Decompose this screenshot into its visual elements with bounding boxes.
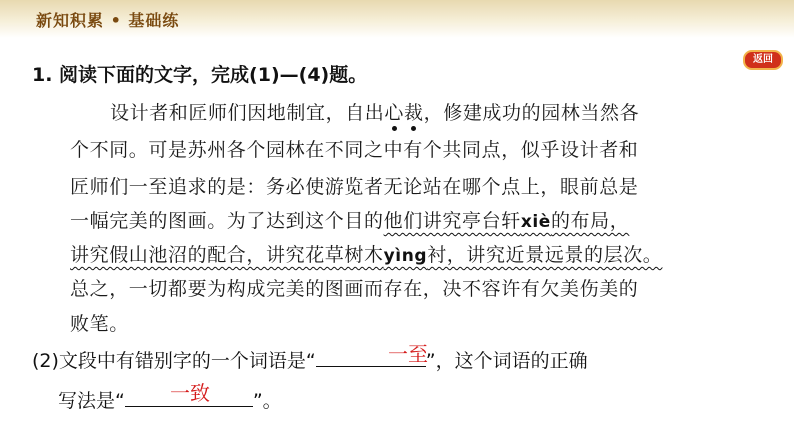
back-button[interactable]: 返回 xyxy=(743,50,783,70)
header-title: 新知积累 • 基础练 xyxy=(36,11,180,30)
passage-line-2: 个不同。可是苏州各个园林在不同之中有个共同点，似乎设计者和 xyxy=(70,139,639,161)
passage-line-3: 匠师们一至追求的是：务必使游览者无论站在哪个点上，眼前总是 xyxy=(70,176,639,198)
emphasis-char: 心 xyxy=(384,102,405,124)
sub-question-line-2: 写法是“ ”。 xyxy=(58,386,282,413)
passage-line-1: 设计者和匠师们因地制宜，自出心裁，修建成功的园林当然各 xyxy=(110,102,640,124)
answer-text-1: 一至 xyxy=(388,342,428,366)
pinyin-annotation: yìng xyxy=(383,246,428,266)
answer-text-2: 一致 xyxy=(170,381,210,405)
passage-line-7: 败笔。 xyxy=(70,313,129,335)
wavy-underline-text: 他们讲究亭台轩xiè的布局， xyxy=(383,210,630,232)
passage-line-6: 总之，一切都要为构成完美的图画而存在，决不容许有欠美伤美的 xyxy=(70,278,639,300)
passage-line-5 xyxy=(70,240,662,267)
emphasis-char: 裁 xyxy=(404,102,424,124)
pinyin-annotation: xiè xyxy=(520,212,551,232)
sub-question-line-1: (2)文段中有错别字的一个词语是“ ”，这个词语的正确 xyxy=(32,346,588,373)
wavy-underline-text: 讲究假山池沼的配合，讲究花草树木yìng衬，讲究近景远景的层次。 xyxy=(70,244,663,266)
question-stem: 1. 阅读下面的文字，完成(1)—(4)题。 xyxy=(32,64,368,86)
passage-line-4: 一幅完美的图画。为了达到这个目的他们讲究亭台轩xiè的布局， xyxy=(70,210,630,232)
